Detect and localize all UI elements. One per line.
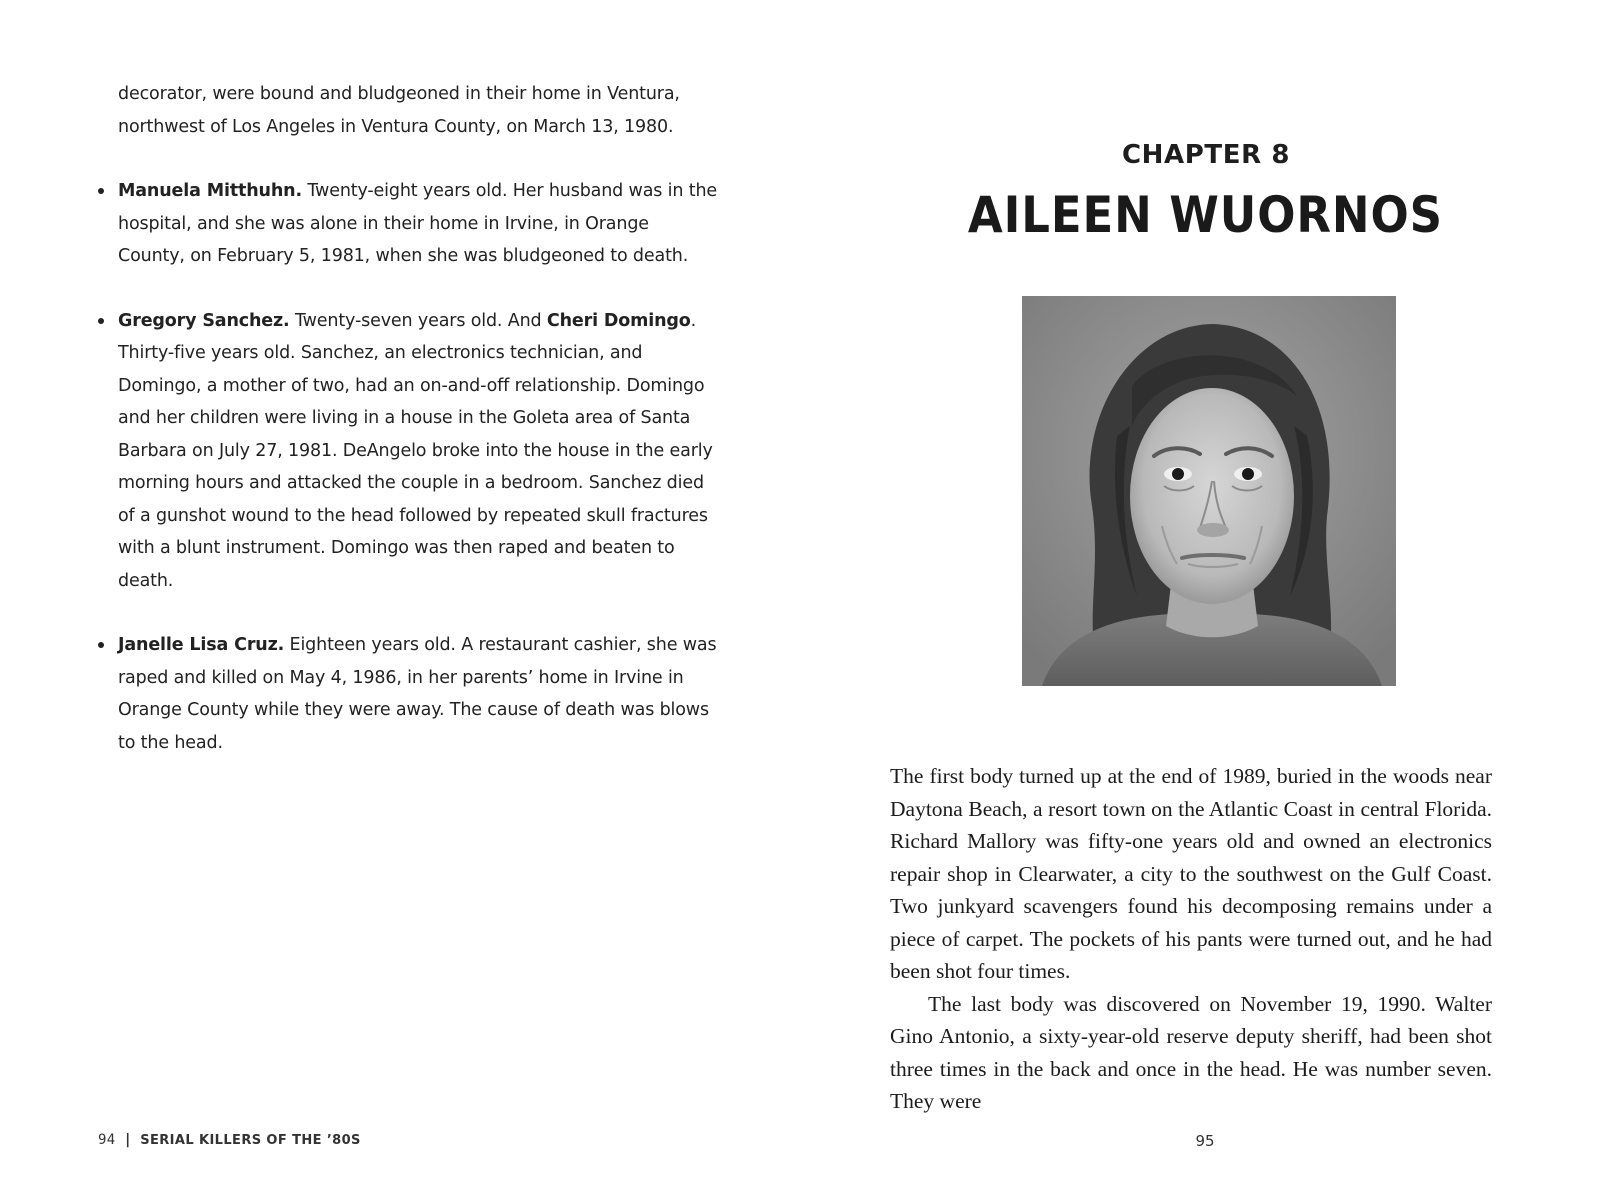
right-page	[800, 0, 1600, 1200]
body-paragraph: The first body turned up at the end of 1989, buried in the woods near Daytona Beach, a resort town on the Atlantic Coast in central Florida. Richard Mallory was fifty-one years old and owned an electronics repair shop in Clearwater, a city to the southwest on the Gulf Coast. Two junkyard scavengers found his decomposing remains under a piece of carpet. The pockets of his pants were turned out, and he had been shot four times.	[890, 764, 1492, 983]
footer-separator: |	[123, 1132, 133, 1148]
portrait-illustration	[1022, 296, 1396, 686]
chapter-label: CHAPTER 8	[1121, 140, 1291, 170]
page-number: 95	[1195, 1132, 1215, 1150]
victim-name: Cheri Domingo	[546, 310, 691, 331]
victim-name: Gregory Sanchez.	[118, 310, 290, 331]
page-number: 94	[98, 1132, 116, 1148]
list-item	[118, 305, 718, 598]
intro-paragraph: decorator, were bound and bludgeoned in their home in Ventura, northwest of Los Angeles in Ventura County, on March 13, 1980.	[118, 84, 680, 137]
portrait-photo	[1022, 296, 1396, 686]
list-item	[118, 175, 718, 273]
victim-list	[118, 175, 718, 759]
list-item	[118, 629, 718, 759]
running-book-title: SERIAL KILLERS OF THE ’80S	[140, 1133, 361, 1148]
left-page-footer	[98, 1132, 361, 1148]
victim-name: Manuela Mitthuhn.	[118, 181, 302, 201]
victim-description: Twenty-seven years old. And	[289, 310, 547, 331]
left-page-body	[118, 78, 718, 759]
victim-description: Eighteen years old. A restaurant cashier, she was raped and killed on May 4, 1986, in her parents’ home in Irvine in Orange County while they were away. The cause of death was blows to the head.	[118, 635, 717, 753]
victim-name: Janelle Lisa Cruz.	[118, 635, 285, 655]
right-page-body	[890, 760, 1492, 1118]
chapter-title: AILEEN WUORNOS	[967, 186, 1443, 244]
victim-description: Twenty-eight years old. Her husband was in the hospital, and she was alone in their home in Irvine, in Orange County, on February 5, 1981, when she was bludgeoned to death.	[118, 181, 718, 266]
body-paragraph: The last body was discovered on November 19, 1990. Walter Gino Antonio, a sixty-year-old reserve deputy sheriff, had been shot three times in the back and once in the head. He was number seven. They were	[890, 991, 1492, 1113]
victim-description: . Thirty-five years old. Sanchez, an electronics technician, and Domingo, a mother of two, had an on-and-off relationship. Domingo and her children were living in a house in the Goleta area of Santa Barbara on July 27, 1981. DeAngelo broke into the house in the early morning hours and attacked the couple in a bedroom. Sanchez died of a gunshot wound to the head followed by repeated skull fractures with a blunt instrument. Domingo was then raped and beaten to death.	[118, 310, 713, 591]
